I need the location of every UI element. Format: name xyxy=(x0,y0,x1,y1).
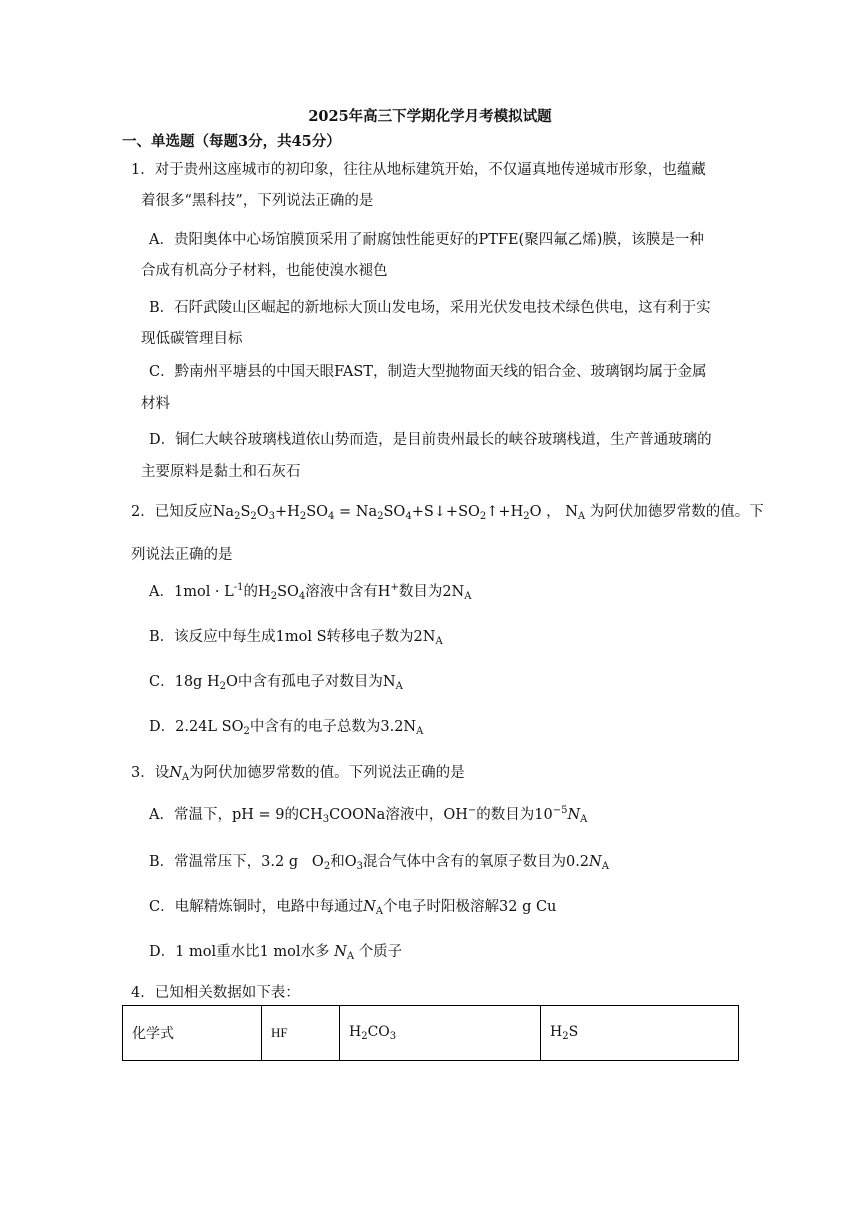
q1-option-c-line1: C．黔南州平塘县的中国天眼FAST，制造大型抛物面天线的铝合金、玻璃钢均属于金属 xyxy=(149,364,707,380)
table-header-cell: 化学式 xyxy=(123,1006,262,1061)
table-header-cell: $H_2CO_3$ xyxy=(340,1006,541,1061)
q1-stem-line2: 着很多“黑科技”，下列说法正确的是 xyxy=(141,193,374,209)
q1-option-d-line1: D．铜仁大峡谷玻璃栈道依山势而造，是目前贵州最长的峡谷玻璃栈道，生产普通玻璃的 xyxy=(149,432,712,448)
q1-option-a-line2: 合成有机高分子材料，也能使溴水褪色 xyxy=(141,263,388,279)
q2-option-b: B．该反应中每生成1mol S转移电子数为$2N_A$ xyxy=(149,629,443,647)
section-heading: 一、单选题（每题3分，共45分） xyxy=(122,133,341,150)
table-header-cell: HF xyxy=(262,1006,340,1061)
q3-option-c: C．电解精炼铜时，电路中每通过$N_A$个电子时阳极溶解32 g Cu xyxy=(149,899,557,917)
page-title: 2025年高三下学期化学月考模拟试题 xyxy=(308,108,552,125)
q1-option-a-line1: A．贵阳奥体中心场馆膜顶采用了耐腐蚀性能更好的PTFE(聚四氟乙烯)膜，该膜是一种 xyxy=(149,232,704,248)
q3-option-d: D．1 mol重水比1 mol水多 $N_A$ 个质子 xyxy=(149,944,403,962)
q2-option-a: A．$1mol \cdot L^{-1}$的$H_2SO_4$溶液中含有H+数目为$2N_A$ xyxy=(149,582,472,602)
q1-stem-line1: 1．对于贵州这座城市的初印象，往往从地标建筑开始，不仅逼真地传递城市形象，也蕴藏 xyxy=(131,162,706,178)
table-header-cell: $H_2S$ xyxy=(541,1006,739,1061)
q2-option-d: D．2.24L $SO_2$中含有的电子总数为$3.2N_A$ xyxy=(149,719,424,737)
q2-stem-line1: 2．已知反应$Na_2S_2O_3+H_2SO_4$ = $Na_2SO_4+S↓+SO_2↑+H_2O$ ， $N_A$ 为阿伏加德罗常数的值。下 xyxy=(131,504,764,522)
q1-option-d-line2: 主要原料是黏土和石灰石 xyxy=(141,464,301,480)
q2-stem-line2: 列说法正确的是 xyxy=(131,547,233,563)
q3-option-b: B．常温常压下，3.2 g $O_2$和$O_3$混合气体中含有的氧原子数目为$0.2N_A$ xyxy=(149,854,609,872)
q1-option-b-line2: 现低碳管理目标 xyxy=(141,331,243,347)
q3-stem: 3．设$N_A$为阿伏加德罗常数的值。下列说法正确的是 xyxy=(131,765,465,783)
q3-option-a: A．常温下，pH = 9的$CH_3COONa$溶液中，OH−的数目为$10^{-5}N_A$ xyxy=(149,805,588,825)
q4-stem: 4．已知相关数据如下表： xyxy=(131,985,300,1001)
table-row xyxy=(123,1006,739,1061)
q2-option-c: C．18g $H_2O$中含有孤电子对数目为$N_A$ xyxy=(149,674,403,692)
q1-option-b-line1: B．石阡武陵山区崛起的新地标大顶山发电场，采用光伏发电技术绿色供电，这有利于实 xyxy=(149,300,711,316)
q1-option-c-line2: 材料 xyxy=(141,396,170,412)
data-table xyxy=(122,1005,739,1061)
